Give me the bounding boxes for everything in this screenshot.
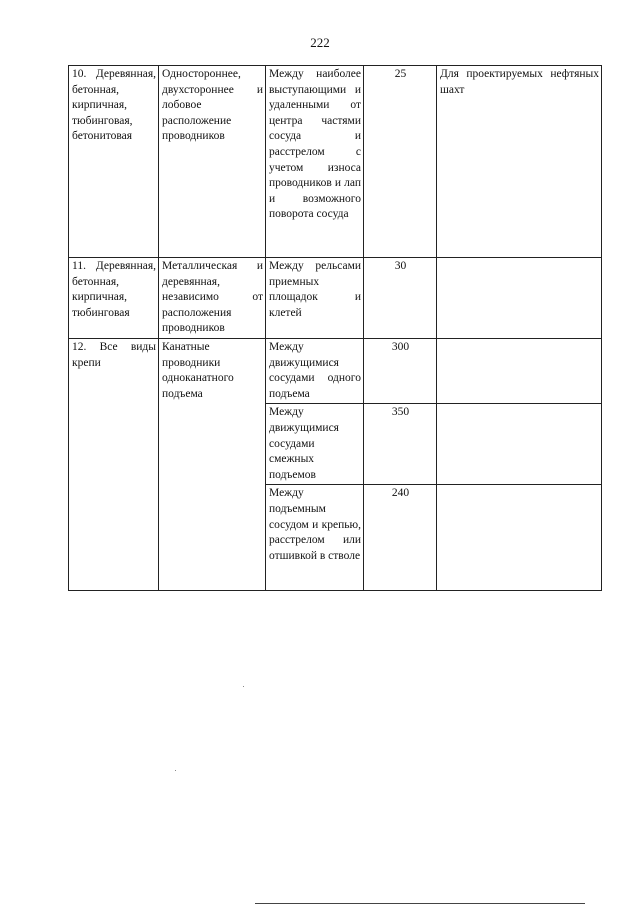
cell-note xyxy=(437,338,602,403)
cell-note xyxy=(437,258,602,339)
cell-guide-location: Металлическая и деревянная, независимо от расположения проводников xyxy=(159,258,266,339)
page-number: 222 xyxy=(310,35,330,50)
cell-clearance-value: 30 xyxy=(364,258,437,339)
cell-guide-location: Канатные проводники одноканатного подъема xyxy=(159,338,266,590)
cell-note xyxy=(437,404,602,485)
cell-between: Между наиболее выступающими и удаленными от центра частями сосуда и расстрелом с учетом износа проводников и лап и возможного поворота сосуда xyxy=(266,66,364,258)
cell-between: Между рельсами приемных площадок и клетей xyxy=(266,258,364,339)
scan-speck xyxy=(175,770,176,771)
cell-between: Между движущимися сосудами смежных подъемов xyxy=(266,404,364,485)
scan-speck xyxy=(243,686,244,687)
cell-between: Между подъемным сосудом и крепью, расстрелом или отшивкой в стволе xyxy=(266,485,364,591)
cell-support-type: 10. Деревянная, бетонная, кирпичная, тюбинговая, бетонитовая xyxy=(69,66,159,258)
table-row xyxy=(69,66,602,258)
cell-guide-location: Одностороннее, двухстороннее и лобовое расположение проводников xyxy=(159,66,266,258)
table-row xyxy=(69,258,602,339)
cell-note: Для проектируемых нефтяных шахт xyxy=(437,66,602,258)
cell-clearance-value: 240 xyxy=(364,485,437,591)
cell-clearance-value: 350 xyxy=(364,404,437,485)
cell-clearance-value: 25 xyxy=(364,66,437,258)
clearance-table xyxy=(68,65,602,591)
table-row xyxy=(69,338,602,403)
cell-note xyxy=(437,485,602,591)
cell-support-type: 11. Деревянная, бетонная, кирпичная, тюбинговая xyxy=(69,258,159,339)
cell-between: Между движущимися сосудами одного подъема xyxy=(266,338,364,403)
scan-edge-line xyxy=(255,903,585,904)
cell-support-type: 12. Все виды крепи xyxy=(69,338,159,590)
cell-clearance-value: 300 xyxy=(364,338,437,403)
